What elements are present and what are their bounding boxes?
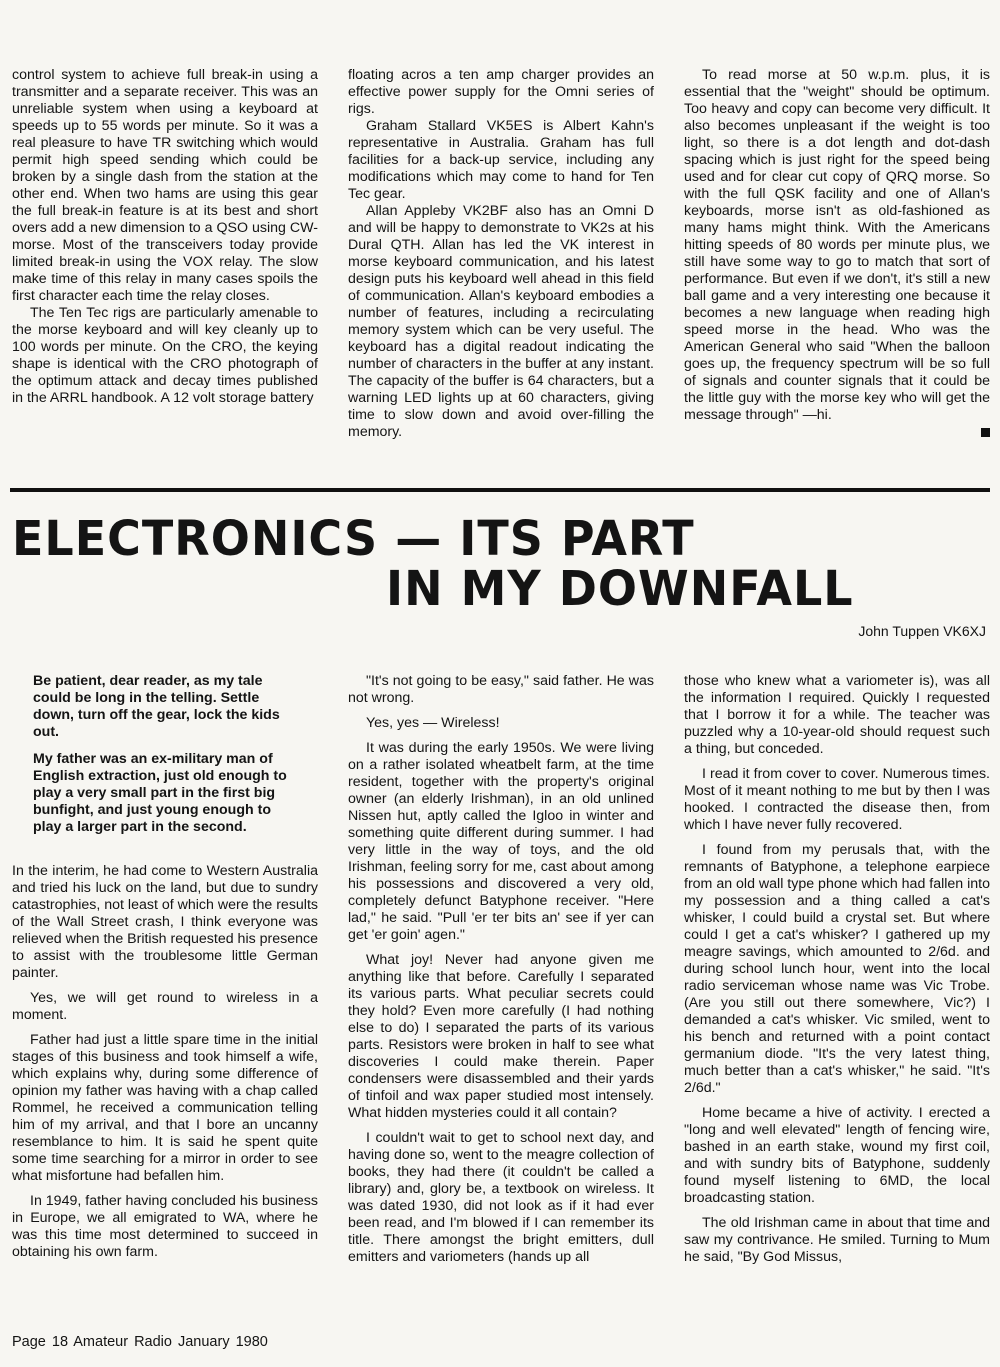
intro-paragraph: My father was an ex-military man of English extraction, just old enough to play a very small part in the first big bunfight, and just young enough to play a larger part in the second.: [33, 751, 287, 835]
paragraph: The old Irishman came in about that time and saw my contrivance. He smiled. Turning to Mum he said, "By God Missus,: [684, 1215, 990, 1265]
top-column-1: [12, 67, 318, 407]
paragraph: Allan Appleby VK2BF also has an Omni D and will be happy to demonstrate to VK2s at his Dural QTH. Allan has led the VK interest in morse keyboard communication, and his latest design puts his keyboard well ahead in this field of communication. Allan's keyboard embodies a number of features, including a recirculating memory system which can be very useful. The keyboard has a digital readout indicating the number of characters in the buffer at any instant. The capacity of the buffer is 64 characters, but a warning LED lights up at 60 characters, giving time to slow down and avoid over-filling the memory.: [348, 203, 654, 440]
paragraph: I read it from cover to cover. Numerous times. Most of it meant nothing to me but by then I was hooked. I contracted the disease then, from which I have never fully recovered.: [684, 766, 990, 833]
byline: John Tuppen VK6XJ: [858, 623, 986, 639]
page-footer: Page 18 Amateur Radio January 1980: [12, 1334, 268, 1350]
article-column-2: [348, 673, 654, 1274]
paragraph: It was during the early 1950s. We were living on a rather isolated wheatbelt farm, at the time resident, together with the property's original owner (an elderly Irishman), in an old unlined Nissen hut, aptly called the Igloo in winter and something quite different during summer. I had very little in the way of toys, and the old Irishman, feeling sorry for me, cast about among his possessions and discovered a very old, completely defunct Batyphone receiver. "Here lad," he said. "Pull 'er ter bits an' see if yer can get 'er goin' agen.": [348, 740, 654, 943]
paragraph: The Ten Tec rigs are particularly amenable to the morse keyboard and will key cleanly up to 100 words per minute. On the CRO, the keying shape is identical with the CRO photograph of the optimum attack and decay times published in the ARRL handbook. A 12 volt storage battery: [12, 305, 318, 406]
top-column-3: [684, 67, 990, 437]
paragraph: "It's not going to be easy," said father. He was not wrong.: [348, 673, 654, 706]
article-title-line-1: ELECTRONICS — ITS PART: [12, 509, 695, 567]
paragraph: I found from my perusals that, with the remnants of Batyphone, a telephone earpiece from an old wall type phone which had fallen into my possession and a thing called a cat's whisker, I could build a crystal set. But where could I get a cat's whisker? I gathered up my meagre savings, which amounted to 2/6d. and during school lunch hour, went into the local radio serviceman whose name was Vic Trobe. (Are you still out there somewhere, Vic?) I demanded a cat's whisker. Vic smiled, went to his bench and returned with a point contact germanium diode. "It's the very latest thing, much better than a cat's whisker," he said. "It's 2/6d.": [684, 842, 991, 1096]
paragraph: floating acros a ten amp charger provides an effective power supply for the Omni series of rigs.: [348, 67, 654, 117]
paragraph: those who knew what a variometer is), was all the information I required. Quickly I requested that I borrow it for a while. The teacher was puzzled why a 10-year-old should request such a thing, but conceded.: [684, 673, 990, 757]
intro-paragraph: Be patient, dear reader, as my tale could be long in the telling. Settle down, turn off the gear, lock the kids out.: [33, 673, 280, 740]
paragraph: I couldn't wait to get to school next day, and having done so, went to the meagre collection of books, they had there (it couldn't be called a library) and, glory be, a textbook on wireless. It was dated 1930, did not look as if it had ever been read, and I'm blowed if I can remember its title. There amongst the bright emitters, dull emitters and variometers (hands up all: [348, 1130, 654, 1265]
paragraph: control system to achieve full break-in using a transmitter and a separate receiver. This was an unreliable system when using a keyboard at speeds up to 55 words per minute. So it was a real pleasure to have TR switching which would permit high speed sending which could be broken by a single dash from the station at the other end. When two hams are using this gear the full break-in feature is at its best and short overs add a new dimension to a QSO using CW-morse. Most of the transceivers today provide limited break-in using the VOX relay. The slow make time of this relay in many cases spoils the first character each time the relay closes.: [12, 67, 318, 304]
section-divider: [10, 488, 990, 492]
article-intro: [33, 673, 291, 846]
article-title-line-2: IN MY DOWNFALL: [386, 559, 854, 617]
paragraph: Home became a hive of activity. I erected a "long and well elevated" length of fencing wire, bashed in an earth stake, wound my first coil, and with sundry bits of Batyphone, suddenly found myself listening to 6MD, the local broadcasting station.: [684, 1105, 990, 1206]
top-column-2: [348, 67, 654, 441]
article-column-1: [12, 863, 318, 1269]
paragraph: Yes, we will get round to wireless in a moment.: [12, 990, 318, 1023]
article-column-3: [684, 673, 990, 1274]
paragraph: Yes, yes — Wireless!: [366, 715, 500, 731]
paragraph: To read morse at 50 w.p.m. plus, it is essential that the "weight" should be optimum. Too heavy and copy can become very difficult. It also becomes unpleasant if the weight is too light, so there is a dot length and dot-dash spacing which is just right for the speed being used and for clear cut copy of QRQ morse. So with the full QSK facility and one of Allan's keyboards, morse isn't as old-fashioned as many hams might think. With the Americans hitting speeds of 80 words per minute plus, we still have some way to go to match that sort of performance. But even if we don't, it's still a new ball game and a very interesting one because it becomes a new language when reading high speed morse in the head. Who was the American General who said "When the balloon goes up, the frequency spectrum will be so full of signals and counter signals that it could be the little guy with the morse key who will get the message through" —hi.: [684, 67, 990, 423]
paragraph: What joy! Never had anyone given me anything like that before. Carefully I separated its various parts. What peculiar secrets could they hold? Even more carefully (I had nothing else to do) I separated the parts of its various parts. Resistors were broken in half to see what discoveries I could make therein. Paper condensers were disassembled and their yards of tinfoil and wax paper studied most intensely. What hidden mysteries could it all contain?: [348, 952, 654, 1121]
paragraph: In 1949, father having concluded his business in Europe, we all emigrated to WA, where he was this time most determined to succeed in obtaining his own farm.: [12, 1193, 318, 1260]
paragraph: In the interim, he had come to Western Australia and tried his luck on the land, but due to sundry catastrophies, not least of which were the results of the Wall Street crash, I think everyone was relieved when the British requested his presence to assist with the troublesome little German painter.: [12, 863, 318, 981]
end-of-article-mark: [981, 428, 990, 437]
paragraph: Father had just a little spare time in the initial stages of this business and took himself a wife, which explains why, during some difference of opinion my father was having with a chap called Rommel, he received a communication telling him of my arrival, and that I bore an uncanny resemblance to him. It is said he spent quite some time searching for a mirror in order to see what misfortune had befallen him.: [12, 1032, 318, 1184]
paragraph: Graham Stallard VK5ES is Albert Kahn's representative in Australia. Graham has full facilities for a back-up service, including any modifications which may come to hand for Ten Tec gear.: [348, 118, 654, 202]
